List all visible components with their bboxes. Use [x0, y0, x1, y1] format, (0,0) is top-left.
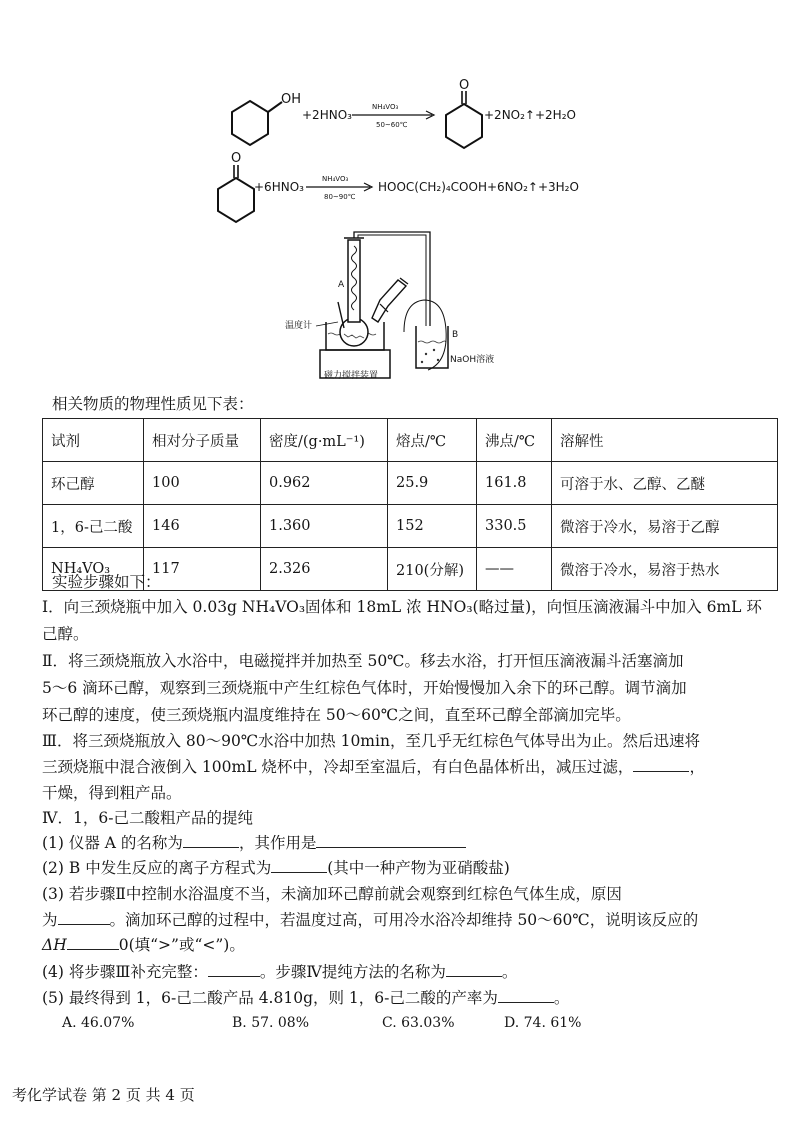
question-5-option-b[interactable]: B. 57. 08% [232, 1015, 310, 1031]
question-5-option-d[interactable]: D. 74. 61% [504, 1015, 582, 1031]
step-2-line-1: Ⅱ．将三颈烧瓶放入水浴中，电磁搅拌并加热至 50℃。移去水浴，打开恒压滴液漏斗活塞滴加 [42, 652, 684, 670]
question-3-line-3 [42, 935, 245, 955]
question-4-blank-2[interactable] [446, 962, 502, 977]
r2-condition-bottom: 80~90℃ [324, 193, 356, 201]
question-4-blank-1[interactable] [208, 962, 260, 977]
table-cell: 330.5 [477, 505, 552, 548]
question-5-text-b: 。 [553, 989, 570, 1007]
apparatus-label-a: A [338, 280, 345, 290]
question-3-blank-1[interactable] [58, 910, 110, 925]
question-1-blank-2[interactable] [316, 833, 466, 848]
question-1 [42, 833, 466, 853]
table-intro: 相关物质的物理性质见下表： [52, 395, 254, 413]
question-5 [42, 988, 569, 1008]
apparatus-label-b: B [452, 330, 459, 340]
table-cell: 152 [388, 505, 477, 548]
question-5-blank[interactable] [498, 988, 554, 1003]
table-cell: 100 [144, 462, 261, 505]
table-header-cell: 试剂 [43, 419, 144, 462]
table-cell: 2.326 [261, 548, 388, 591]
question-3-line-1: (3) 若步骤Ⅱ中控制水浴温度不当，未滴加环己醇前就会观察到红棕色气体生成，原因 [42, 885, 622, 903]
question-1-text-a: (1) 仪器 A 的名称为 [42, 834, 183, 852]
r1-condition-top: NH₄VO₃ [372, 103, 399, 111]
step-3-line-1: Ⅲ．将三颈烧瓶放入 80～90℃水浴中加热 10min，至几乎无红棕色气体导出为止。然后迅速将 [42, 732, 700, 750]
table-cell: 210(分解) [388, 548, 477, 591]
table-row [43, 462, 778, 505]
question-2 [42, 858, 510, 878]
table-cell: 1，6-己二酸 [43, 505, 144, 548]
question-5-text-a: (5) 最终得到 1，6-己二酸产品 4.810g，则 1，6-己二酸的产率为 [42, 989, 498, 1007]
table-cell: 环己醇 [43, 462, 144, 505]
table-cell: 1.360 [261, 505, 388, 548]
table-cell: 微溶于冷水，易溶于热水 [552, 548, 778, 591]
table-cell: —— [477, 548, 552, 591]
apparatus-thermometer-label: 温度计 [285, 321, 313, 331]
question-4-text-b: 。步骤Ⅳ提纯方法的名称为 [259, 963, 446, 981]
apparatus-stirrer-label: 磁力搅拌装置 [324, 371, 379, 381]
step-1-line-1: Ⅰ．向三颈烧瓶中加入 0.03g NH₄VO₃固体和 18mL 浓 HNO₃(略过量)，向恒压滴液漏斗中加入 6mL 环 [42, 598, 762, 616]
question-4-text-a: (4) 将步骤Ⅲ补充完整： [42, 963, 208, 981]
table-cell: 117 [144, 548, 261, 591]
table-header-cell: 密度/(g·mL⁻¹) [261, 419, 388, 462]
question-5-option-a[interactable]: A. 46.07% [62, 1015, 135, 1031]
question-3-text-c: 0(填“>”或“<”)。 [118, 936, 245, 954]
question-4 [42, 962, 517, 982]
r2-condition-top: NH₄VO₃ [322, 175, 349, 183]
r2-products: HOOC(CH₂)₄COOH+6NO₂↑+3H₂O [378, 180, 579, 194]
table-row [43, 505, 778, 548]
question-3-delta-h: ΔH [42, 936, 67, 954]
question-3-blank-2[interactable] [67, 935, 119, 950]
question-1-text-b: ，其作用是 [238, 834, 317, 852]
table-header-cell: 相对分子质量 [144, 419, 261, 462]
r1-oh-label: OH [281, 92, 302, 107]
r1-ketone-o: O [459, 78, 470, 93]
step-1-line-2: 己醇。 [42, 625, 89, 643]
table-header-row [43, 419, 778, 462]
r2-arrow [306, 182, 376, 192]
question-4-text-c: 。 [501, 963, 518, 981]
step-3-line-2-end: ， [689, 758, 705, 776]
step-3-line-2-text: 三颈烧瓶中混合液倒入 100mL 烧杯中，冷却至室温后，有白色晶体析出，减压过滤， [42, 758, 634, 776]
table-cell: 可溶于水、乙醇、乙醚 [552, 462, 778, 505]
table-cell: 25.9 [388, 462, 477, 505]
question-2-blank[interactable] [271, 858, 327, 873]
r1-products: +2NO₂↑+2H₂O [484, 108, 576, 122]
table-cell: 146 [144, 505, 261, 548]
step-2-line-2: 5～6 滴环己醇，观察到三颈烧瓶中产生红棕色气体时，开始慢慢加入余下的环己醇。调节滴加 [42, 679, 687, 697]
steps-title: 实验步骤如下： [52, 573, 161, 591]
table-cell: 161.8 [477, 462, 552, 505]
apparatus-naoh-label: NaOH溶液 [450, 355, 495, 365]
step-4-title: Ⅳ．1，6-己二酸粗产品的提纯 [42, 809, 253, 827]
question-3-text-a: 为 [42, 911, 58, 929]
r2-ketone-o: O [231, 151, 242, 166]
question-2-text-b: (其中一种产物为亚硝酸盐) [327, 859, 510, 877]
question-3-line-2 [42, 910, 698, 930]
page-footer: 考化学试卷 第 2 页 共 4 页 [12, 1086, 195, 1104]
question-3-text-b: 。滴加环己醇的过程中，若温度过高，可用冷水浴冷却维持 50～60℃，说明该反应的 [109, 911, 699, 929]
properties-table [42, 418, 778, 591]
table-header-cell: 沸点/℃ [477, 419, 552, 462]
r1-arrow [352, 110, 438, 120]
question-1-blank-1[interactable] [183, 833, 239, 848]
table-header-cell: 熔点/℃ [388, 419, 477, 462]
step-2-line-3: 环己醇的速度，使三颈烧瓶内温度维持在 50～60℃之间，直至环己醇全部滴加完毕。 [42, 706, 631, 724]
step-3-answer-blank[interactable] [633, 757, 689, 772]
r1-condition-bottom: 50~60℃ [376, 121, 408, 129]
step-3-line-3: 干燥，得到粗产品。 [42, 784, 182, 802]
step-3-line-2 [42, 757, 705, 777]
table-cell: NH₄VO₃ [43, 548, 144, 591]
question-5-option-c[interactable]: C. 63.03% [382, 1015, 455, 1031]
table-cell: 微溶于冷水，易溶于乙醇 [552, 505, 778, 548]
question-2-text-a: (2) B 中发生反应的离子方程式为 [42, 859, 272, 877]
r1-reagent: +2HNO₃ [302, 108, 352, 122]
table-cell: 0.962 [261, 462, 388, 505]
r2-reagent: +6HNO₃ [254, 180, 304, 194]
table-header-cell: 溶解性 [552, 419, 778, 462]
